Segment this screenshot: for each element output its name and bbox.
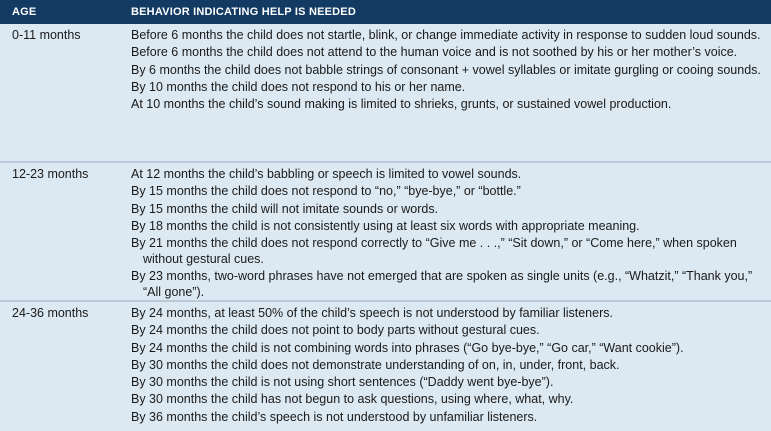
behavior-item: By 10 months the child does not respond to his or her name.	[131, 79, 466, 94]
behavior-item: By 24 months, at least 50% of the child’s speech is not understood by familiar listeners.	[131, 306, 613, 320]
behavior-item: By 36 months the child’s speech is not understood by unfamiliar listeners.	[131, 409, 538, 424]
behavior-item: By 21 months the child does not respond correctly to “Give me . . .,” “Sit down,” or “Come here,” when spoken without gestural cues.	[131, 236, 737, 267]
behavior-item: At 12 months the child’s babbling or speech is limited to vowel sounds.	[131, 167, 522, 181]
behavior-item: By 30 months the child is not using short sentences (“Daddy went bye-bye”).	[131, 375, 554, 390]
behavior-item: By 18 months the child is not consistently using at least six words with appropriate meaning.	[131, 218, 640, 233]
behavior-item: By 15 months the child will not imitate sounds or words.	[131, 201, 439, 216]
table-row-12-23-months	[0, 163, 771, 302]
behavior-item: By 30 months the child has not begun to ask questions, using where, what, why.	[131, 392, 574, 407]
behavior-item: Before 6 months the child does not startle, blink, or change immediate activity in response to sudden loud sounds.	[131, 28, 761, 42]
age-cell: 12-23 months	[12, 167, 89, 181]
table-header	[0, 0, 771, 24]
behavior-item: By 23 months, two-word phrases have not emerged that are spoken as single units (e.g., “Whatzit,” “Thank you,” “All gone”).	[131, 269, 753, 300]
age-cell: 24-36 months	[12, 306, 89, 320]
age-cell: 0-11 months	[12, 28, 81, 42]
behavior-cell	[131, 27, 763, 113]
behavior-item: By 30 months the child does not demonstrate understanding of on, in, under, front, back.	[131, 357, 620, 372]
behavior-item: At 10 months the child’s sound making is limited to shrieks, grunts, or sustained vowel production.	[131, 97, 672, 112]
column-header-behavior: BEHAVIOR INDICATING HELP IS NEEDED	[131, 6, 356, 18]
table-row-24-36-months	[0, 302, 771, 431]
behavior-item: By 6 months the child does not babble strings of consonant + vowel syllables or imitate gurgling or cooing sounds.	[131, 62, 761, 77]
column-header-age: AGE	[12, 6, 37, 18]
behavior-item: By 24 months the child is not combining words into phrases (“Go bye-bye,” “Go car,” “Want cookie”).	[131, 340, 684, 355]
behavior-item: By 15 months the child does not respond to “no,” “bye-bye,” or “bottle.”	[131, 184, 521, 199]
behavior-cell	[131, 305, 763, 426]
behavior-item: Before 6 months the child does not attend to the human voice and is not soothed by his or her mother’s voice.	[131, 45, 738, 60]
behavior-item: By 24 months the child does not point to body parts without gestural cues.	[131, 323, 540, 338]
table-row-0-11-months	[0, 24, 771, 163]
behavior-cell	[131, 166, 763, 302]
